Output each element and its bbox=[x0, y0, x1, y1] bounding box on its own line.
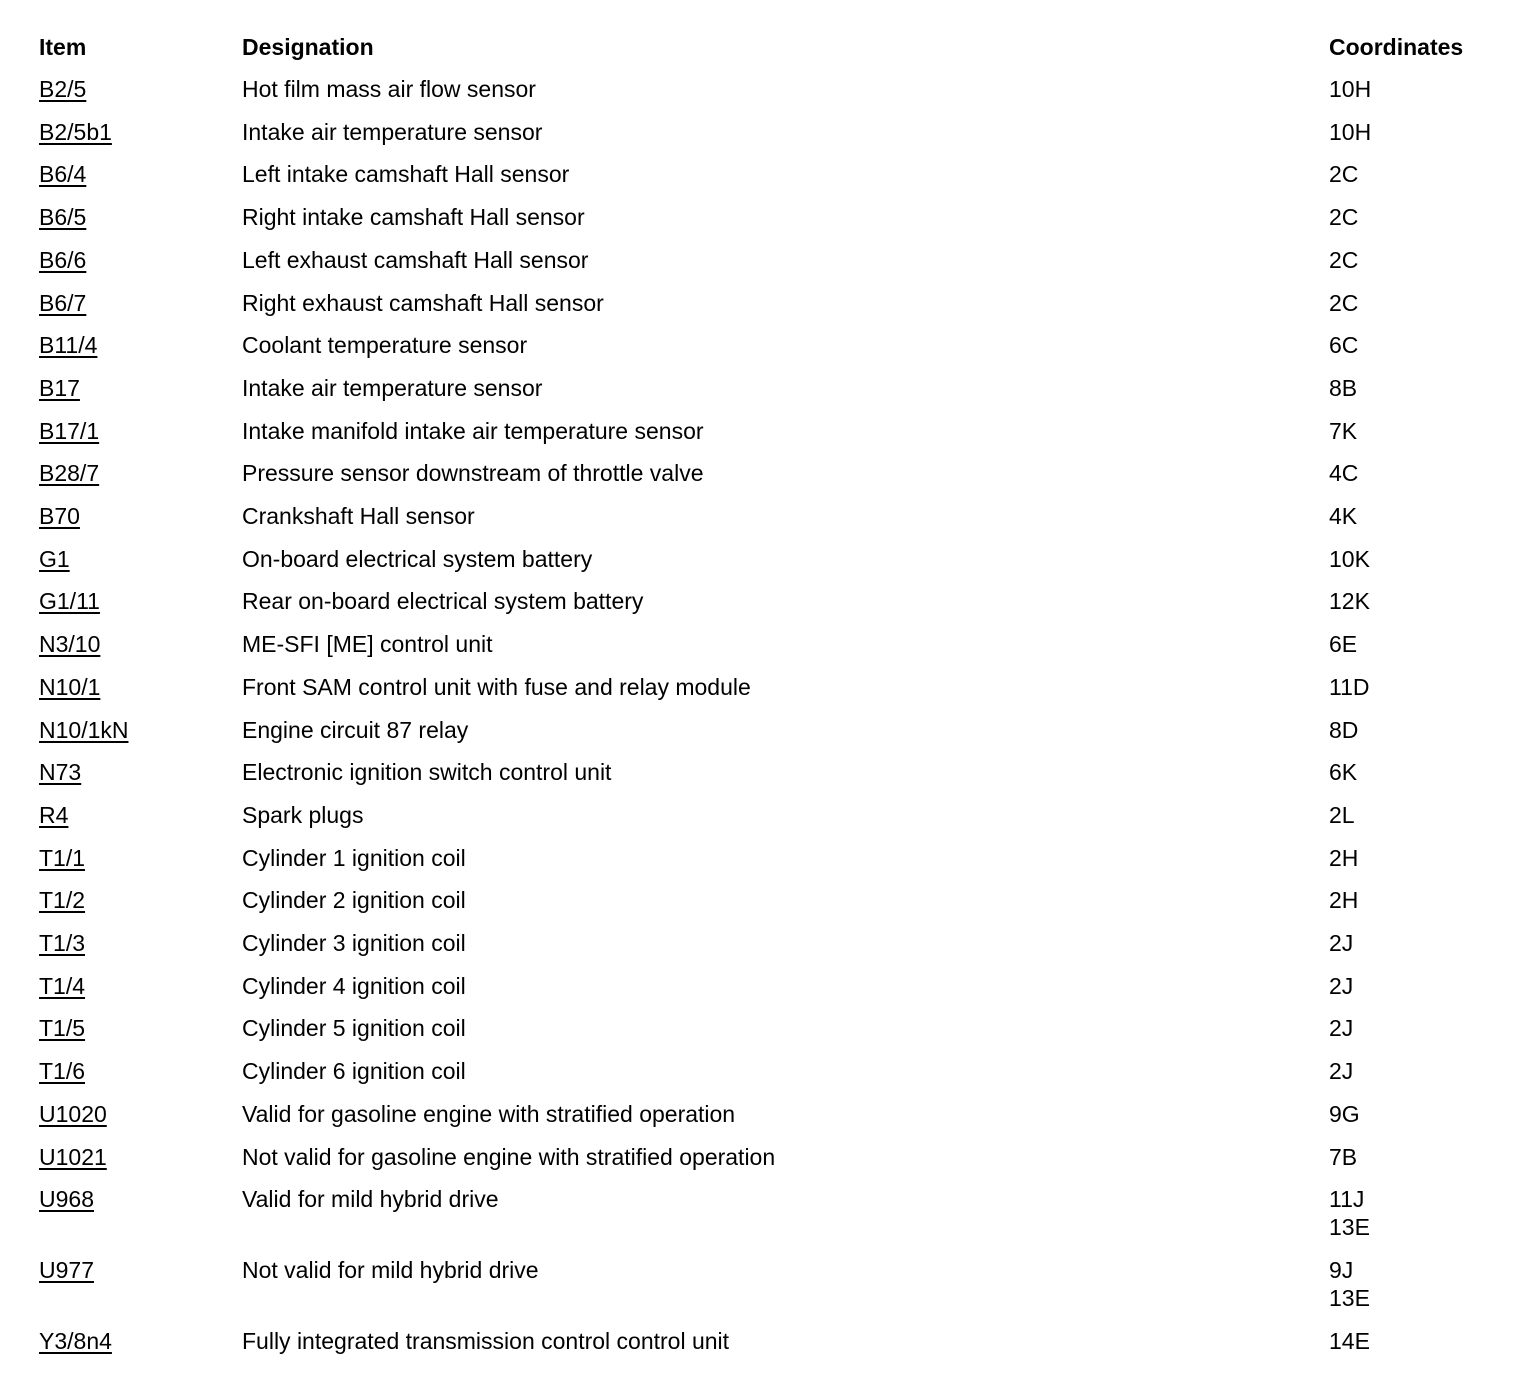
coordinates-cell bbox=[1329, 502, 1357, 530]
item-link[interactable]: G1 bbox=[39, 546, 70, 572]
item-link[interactable]: T1/5 bbox=[39, 1015, 86, 1041]
coordinate-value: 13E bbox=[1329, 1285, 1370, 1311]
designation-text: Rear on-board electrical system battery bbox=[242, 588, 644, 614]
coordinate-value: 8B bbox=[1329, 375, 1358, 401]
item-link[interactable]: B6/5 bbox=[39, 204, 87, 230]
designation-text: Coolant temperature sensor bbox=[242, 332, 528, 358]
coordinate-value: 10H bbox=[1329, 119, 1372, 145]
coordinate-value: 9J bbox=[1329, 1257, 1354, 1283]
coordinate-value: 2C bbox=[1329, 290, 1359, 316]
coordinates-cell bbox=[1329, 417, 1357, 445]
coordinates-cell bbox=[1329, 459, 1358, 487]
coordinates-cell bbox=[1329, 203, 1358, 231]
coordinates-cell bbox=[1329, 1327, 1370, 1355]
designation-text: Intake air temperature sensor bbox=[242, 119, 543, 145]
coordinates-cell bbox=[1329, 374, 1357, 402]
item-link[interactable]: T1/6 bbox=[39, 1058, 86, 1084]
item-link[interactable]: N10/1kN bbox=[39, 717, 129, 743]
coordinates-cell bbox=[1329, 844, 1358, 872]
item-link[interactable]: B11/4 bbox=[39, 332, 98, 358]
designation-text: Fully integrated transmission control control unit bbox=[242, 1328, 730, 1354]
coordinate-value: 12K bbox=[1329, 588, 1370, 614]
coordinate-value: 6E bbox=[1329, 631, 1358, 657]
item-link[interactable]: B2/5b1 bbox=[39, 119, 112, 145]
item-link[interactable]: U1021 bbox=[39, 1144, 107, 1170]
item-link[interactable]: B6/7 bbox=[39, 290, 87, 316]
coordinate-value: 9G bbox=[1329, 1101, 1360, 1127]
coordinate-value: 2C bbox=[1329, 204, 1359, 230]
designation-text: Not valid for gasoline engine with stratified operation bbox=[242, 1144, 776, 1170]
coordinate-value: 2L bbox=[1329, 802, 1355, 828]
designation-text: Cylinder 4 ignition coil bbox=[242, 973, 466, 999]
designation-text: Not valid for mild hybrid drive bbox=[242, 1257, 539, 1283]
designation-text: Spark plugs bbox=[242, 802, 364, 828]
coordinate-value: 2H bbox=[1329, 887, 1359, 913]
coordinates-cell bbox=[1329, 1143, 1357, 1171]
designation-text: Crankshaft Hall sensor bbox=[242, 503, 475, 529]
coordinates-cell bbox=[1329, 1057, 1353, 1085]
item-link[interactable]: G1/11 bbox=[39, 588, 100, 614]
coordinate-value: 8D bbox=[1329, 717, 1359, 743]
designation-text: Valid for mild hybrid drive bbox=[242, 1186, 499, 1212]
designation-text: Right intake camshaft Hall sensor bbox=[242, 204, 585, 230]
coordinates-cell bbox=[1329, 246, 1358, 274]
item-link[interactable]: B70 bbox=[39, 503, 80, 529]
designation-text: Left exhaust camshaft Hall sensor bbox=[242, 247, 589, 273]
coordinate-value: 2C bbox=[1329, 161, 1359, 187]
item-link[interactable]: B2/5 bbox=[39, 76, 87, 102]
coordinates-cell bbox=[1329, 801, 1355, 829]
item-link[interactable]: N73 bbox=[39, 759, 82, 785]
item-link[interactable]: T1/2 bbox=[39, 887, 86, 913]
item-link[interactable]: B6/6 bbox=[39, 247, 87, 273]
coordinate-value: 6K bbox=[1329, 759, 1358, 785]
coordinates-cell bbox=[1329, 673, 1370, 701]
designation-text: Hot film mass air flow sensor bbox=[242, 76, 536, 102]
coordinate-value: 10K bbox=[1329, 546, 1370, 572]
item-link[interactable]: U968 bbox=[39, 1186, 94, 1212]
coordinates-cell bbox=[1329, 1256, 1370, 1312]
item-link[interactable]: T1/1 bbox=[39, 845, 86, 871]
item-link[interactable]: B17/1 bbox=[39, 418, 100, 444]
coordinates-cell bbox=[1329, 1100, 1360, 1128]
coordinates-cell bbox=[1329, 758, 1357, 786]
coordinate-value: 2J bbox=[1329, 1058, 1354, 1084]
coordinates-cell bbox=[1329, 118, 1371, 146]
coordinates-cell bbox=[1329, 289, 1358, 317]
item-link[interactable]: T1/3 bbox=[39, 930, 86, 956]
designation-text: Cylinder 5 ignition coil bbox=[242, 1015, 466, 1041]
coordinate-value: 2J bbox=[1329, 930, 1354, 956]
coordinate-value: 2J bbox=[1329, 973, 1354, 999]
coordinate-value: 14E bbox=[1329, 1328, 1370, 1354]
designation-text: Right exhaust camshaft Hall sensor bbox=[242, 290, 604, 316]
coordinates-cell bbox=[1329, 331, 1358, 359]
header-item: Item bbox=[39, 34, 87, 60]
coordinates-cell bbox=[1329, 972, 1353, 1000]
coordinate-value: 4K bbox=[1329, 503, 1358, 529]
designation-text: Cylinder 3 ignition coil bbox=[242, 930, 466, 956]
item-link[interactable]: Y3/8n4 bbox=[39, 1328, 112, 1354]
item-link[interactable]: B28/7 bbox=[39, 460, 100, 486]
coordinate-value: 11J bbox=[1329, 1186, 1365, 1212]
item-link[interactable]: R4 bbox=[39, 802, 69, 828]
designation-text: ME-SFI [ME] control unit bbox=[242, 631, 493, 657]
coordinates-cell bbox=[1329, 587, 1370, 615]
coordinates-cell bbox=[1329, 160, 1358, 188]
coordinate-value: 13E bbox=[1329, 1214, 1370, 1240]
designation-text: Valid for gasoline engine with stratified operation bbox=[242, 1101, 736, 1127]
item-link[interactable]: U1020 bbox=[39, 1101, 107, 1127]
designation-text: Engine circuit 87 relay bbox=[242, 717, 469, 743]
item-link[interactable]: T1/4 bbox=[39, 973, 86, 999]
coordinate-value: 7B bbox=[1329, 1144, 1358, 1170]
coordinates-cell bbox=[1329, 545, 1370, 573]
designation-text: Front SAM control unit with fuse and relay module bbox=[242, 674, 751, 700]
header-designation: Designation bbox=[242, 34, 374, 60]
item-link[interactable]: B17 bbox=[39, 375, 80, 401]
designation-text: Intake manifold intake air temperature sensor bbox=[242, 418, 704, 444]
item-link[interactable]: N3/10 bbox=[39, 631, 101, 657]
designation-text: On-board electrical system battery bbox=[242, 546, 593, 572]
coordinate-value: 2C bbox=[1329, 247, 1359, 273]
designation-text: Pressure sensor downstream of throttle valve bbox=[242, 460, 704, 486]
coordinate-value: 2H bbox=[1329, 845, 1359, 871]
coordinate-value: 10H bbox=[1329, 76, 1372, 102]
header-coordinates: Coordinates bbox=[1329, 34, 1464, 60]
item-link[interactable]: B6/4 bbox=[39, 161, 87, 187]
coordinates-cell bbox=[1329, 929, 1353, 957]
designation-text: Cylinder 6 ignition coil bbox=[242, 1058, 466, 1084]
coordinates-cell bbox=[1329, 1014, 1353, 1042]
coordinate-value: 11D bbox=[1329, 674, 1370, 700]
coordinates-cell bbox=[1329, 75, 1371, 103]
item-link[interactable]: U977 bbox=[39, 1257, 94, 1283]
designation-text: Left intake camshaft Hall sensor bbox=[242, 161, 570, 187]
coordinates-cell bbox=[1329, 716, 1358, 744]
coordinate-value: 4C bbox=[1329, 460, 1359, 486]
coordinate-value: 7K bbox=[1329, 418, 1358, 444]
designation-text: Electronic ignition switch control unit bbox=[242, 759, 612, 785]
coordinates-cell bbox=[1329, 886, 1358, 914]
coordinate-value: 2J bbox=[1329, 1015, 1354, 1041]
item-link[interactable]: N10/1 bbox=[39, 674, 101, 700]
coordinates-cell bbox=[1329, 630, 1357, 658]
coordinate-value: 6C bbox=[1329, 332, 1359, 358]
designation-text: Intake air temperature sensor bbox=[242, 375, 543, 401]
designation-text: Cylinder 2 ignition coil bbox=[242, 887, 466, 913]
designation-text: Cylinder 1 ignition coil bbox=[242, 845, 466, 871]
coordinates-cell bbox=[1329, 1185, 1370, 1241]
